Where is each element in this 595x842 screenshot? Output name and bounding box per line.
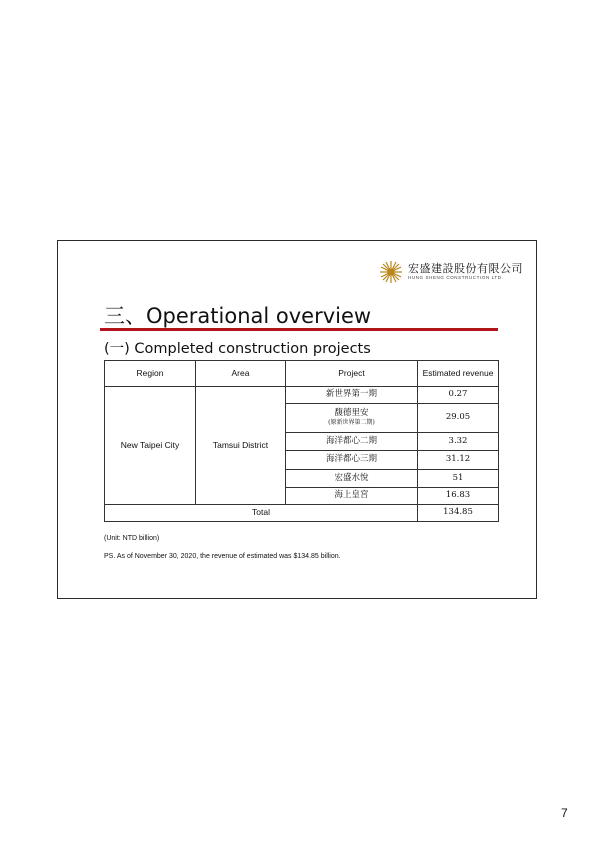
- table-row: [105, 387, 499, 404]
- page-number: 7: [561, 806, 568, 820]
- revenue-cell: 31.12: [418, 451, 499, 470]
- project-cell: [286, 404, 418, 433]
- section-subtitle: (一) Completed construction projects: [104, 341, 371, 357]
- area-cell: Tamsui District: [196, 387, 286, 505]
- project-note: (原新世界第二期): [328, 418, 375, 426]
- project-cell: 海洋都心二期: [286, 433, 418, 451]
- total-label: Total: [105, 505, 418, 522]
- projects-table: [104, 360, 499, 522]
- table-total-row: [105, 505, 499, 522]
- project-name: 馥德里安: [334, 408, 369, 419]
- table-header-row: [105, 361, 499, 387]
- company-name-en: HUNG SHENG CONSTRUCTION LTD.: [408, 275, 504, 280]
- revenue-cell: 3.32: [418, 433, 499, 451]
- ps-note: PS. As of November 30, 2020, the revenue of estimated was $134.85 billion.: [104, 553, 341, 560]
- revenue-cell: 16.83: [418, 488, 499, 505]
- company-emblem-icon: [378, 259, 404, 285]
- total-value: 134.85: [418, 505, 499, 522]
- project-cell: 海洋都心三期: [286, 451, 418, 470]
- revenue-cell: 29.05: [418, 404, 499, 433]
- slide-frame: [57, 240, 537, 599]
- revenue-cell: 0.27: [418, 387, 499, 404]
- company-logo: [378, 259, 523, 285]
- header-area: Area: [196, 361, 286, 387]
- project-cell: 宏盛水悅: [286, 470, 418, 488]
- project-cell: 海上皇宮: [286, 488, 418, 505]
- page-title: 三、Operational overview: [104, 304, 372, 328]
- header-project: Project: [286, 361, 418, 387]
- revenue-cell: 51: [418, 470, 499, 488]
- header-revenue: Estimated revenue: [418, 361, 499, 387]
- title-underline: [100, 328, 498, 331]
- unit-note: (Unit: NTD billion): [104, 535, 160, 542]
- header-region: Region: [105, 361, 196, 387]
- region-cell: New Taipei City: [105, 387, 196, 505]
- project-cell: 新世界第一期: [286, 387, 418, 404]
- company-name-zh: 宏盛建設股份有限公司: [408, 262, 523, 275]
